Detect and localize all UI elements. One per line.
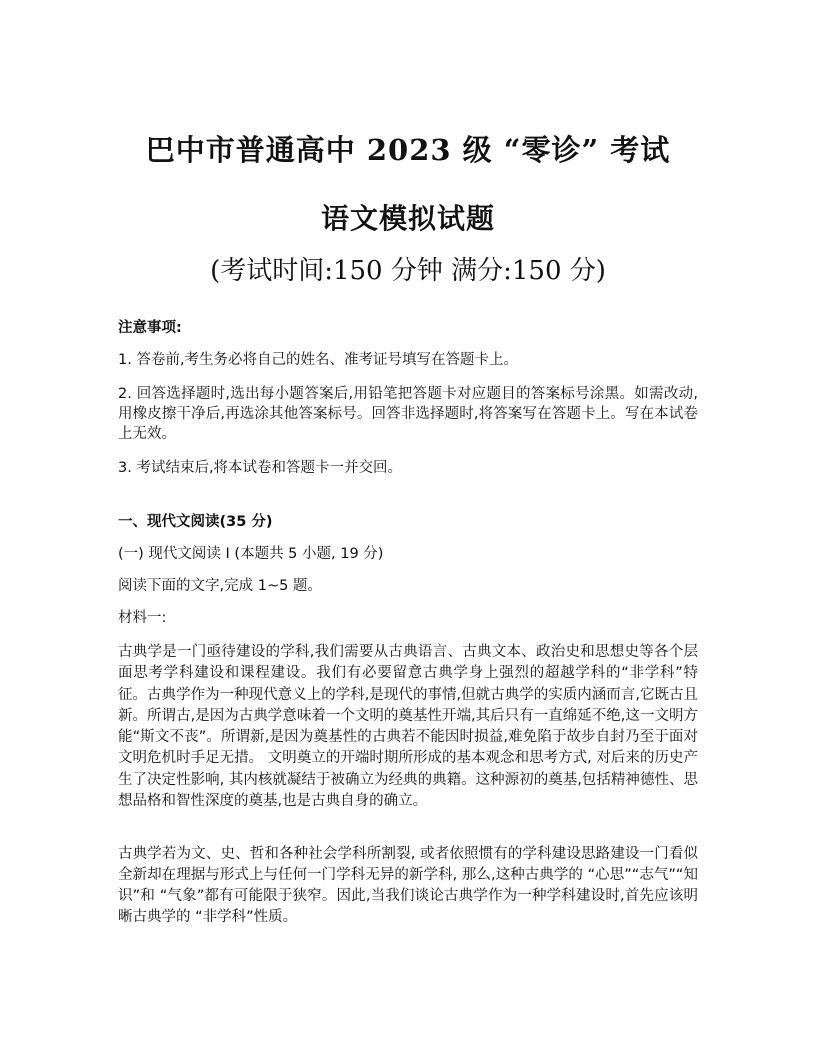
notice-heading: 注意事项: — [118, 320, 182, 336]
exam-title: 巴中市普通高中 2023 级 “零诊” 考试 — [145, 133, 671, 167]
material-paragraph-2: 古典学若为文、史、哲和各种社会学科所割裂, 或者依照惯有的学科建设思路建设一门看似全新却在理据与形式上与任何一门学科无异的新学科, 那么,这种古典学的 “心思”“志气”“知识”和 “气象”都有可能限于狭窄。因此,当我们谈论古典学作为一种学科建设时,首先应该明晰古典学的 “非学科”性质。 — [118, 846, 698, 925]
notice-item-1: 1. 答卷前,考生务必将自己的姓名、准考证号填写在答题卡上。 — [118, 352, 519, 368]
section-heading: 一、现代文阅读(35 分) — [118, 514, 273, 530]
material-paragraph-1: 古典学是一门亟待建设的学科,我们需要从古典语言、古典文本、政治史和思想史等各个层面思考学科建设和课程建设。我们有必要留意古典学身上强烈的超越学科的“非学科”特征。古典学作为一种现代意义上的学科,是现代的事情,但就古典学的实质内涵而言,它既古且新。所谓古,是因为古典学意味着一个文明的奠基性开端,其后只有一直绵延不绝,这一文明方能“斯文不丧”。所谓新,是因为奠基性的古典若不能因时损益,难免陷于故步自封乃至于面对文明危机时手足无措。 文明奠立的开端时期所形成的基本观念和思考方式, 对后来的历史产生了决定性影响, 其内核就凝结于被确立为经典的典籍。这种源初的奠基,包括精神德性、思想品格和智性深度的奠基,也是古典自身的确立。 — [118, 644, 698, 810]
exam-time-score: (考试时间:150 分钟 满分:150 分) — [210, 256, 606, 286]
subsection-heading: (一) 现代文阅读 I (本题共 5 小题, 19 分) — [118, 546, 384, 562]
reading-instruction: 阅读下面的文字,完成 1~5 题。 — [118, 578, 322, 594]
notice-item-3: 3. 考试结束后,将本试卷和答题卡一并交回。 — [118, 460, 403, 476]
material-label: 材料一: — [118, 610, 167, 626]
exam-subject-title: 语文模拟试题 — [320, 202, 495, 235]
notice-item-2: 2. 回答选择题时,选出每小题答案后,用铅笔把答题卡对应题目的答案标号涂黑。如需改动,用橡皮擦干净后,再选涂其他答案标号。回答非选择题时,将答案写在答题卡上。写在本试卷上无效。 — [118, 386, 698, 442]
